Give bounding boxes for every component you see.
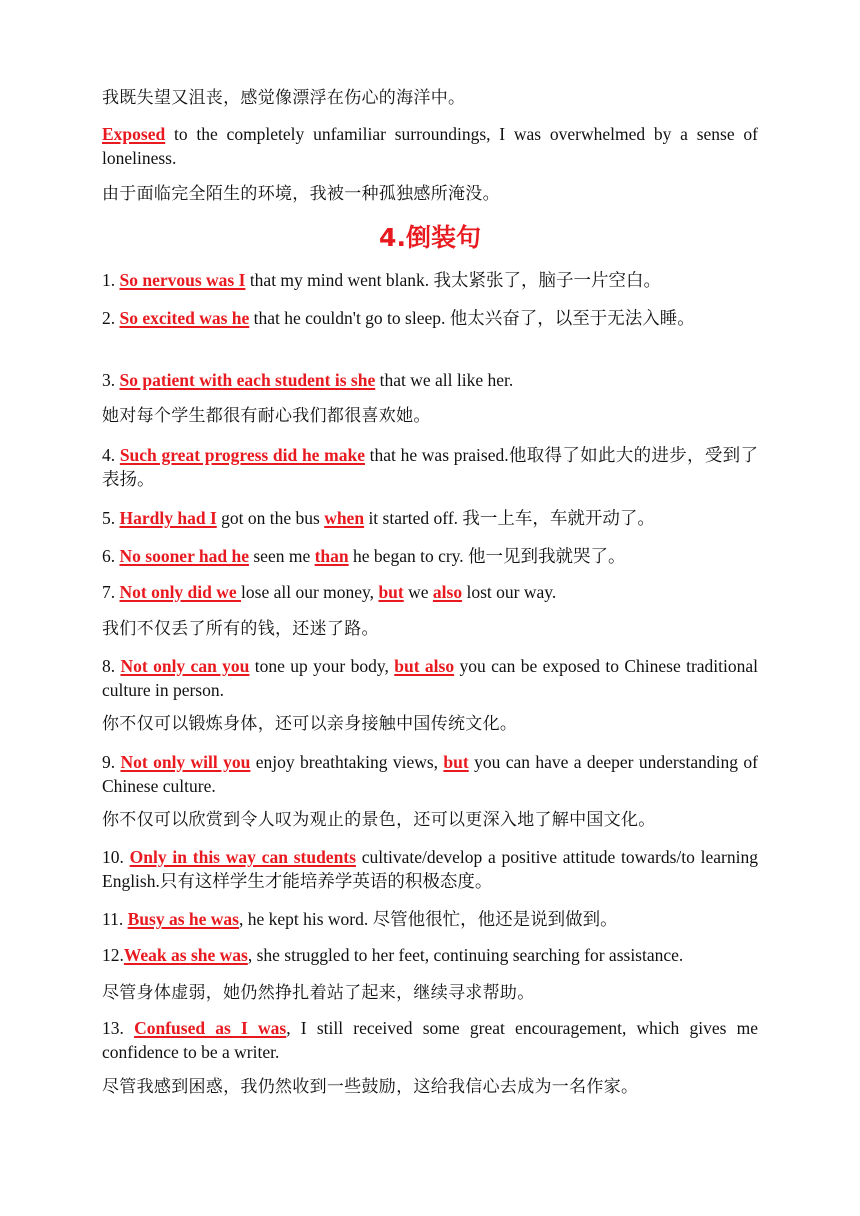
- example-13: [102, 1016, 758, 1064]
- sentence-text: you can be exposed to Chinese traditional culture in person.: [102, 656, 759, 700]
- example-4: [102, 443, 758, 491]
- sentence-text: cultivate/develop a positive attitude towards/to learning English.只有这样学生才能培养学英语的积极态度。: [102, 847, 758, 891]
- intro-chinese-translation: 由于面临完全陌生的环境，我被一种孤独感所淹没。: [102, 184, 500, 204]
- intro-chinese-line: 我既失望又沮丧，感觉像漂浮在伤心的海洋中。: [102, 88, 466, 108]
- sentence-text: seen me: [249, 546, 315, 566]
- sentence-text: got on the bus: [216, 508, 325, 528]
- item-number: 3.: [102, 370, 120, 390]
- sentence-text: enjoy breathtaking views,: [250, 752, 444, 772]
- keyword: Exposed: [102, 124, 166, 144]
- example-3: [102, 368, 758, 392]
- example-11: [102, 907, 758, 931]
- keyword: Busy as he was: [127, 909, 239, 929]
- example-2: [102, 306, 758, 330]
- example-12-translation: 尽管身体虚弱，她仍然挣扎着站了起来，继续寻求帮助。: [102, 983, 535, 1003]
- keyword: So patient with each student is she: [119, 370, 376, 390]
- item-number: 13.: [102, 1018, 135, 1038]
- sentence-text: lost our way.: [462, 582, 557, 602]
- example-8-translation: 你不仅可以锻炼身体，还可以亲身接触中国传统文化。: [102, 714, 518, 734]
- example-12: [102, 943, 758, 967]
- example-6: [102, 544, 758, 568]
- keyword: So nervous was I: [119, 270, 246, 290]
- sentence-text: we: [403, 582, 433, 602]
- sentence-text: that he was praised.他取得了如此大的进步，受到了表扬。: [102, 445, 759, 489]
- sentence-text: he began to cry. 他一见到我就哭了。: [348, 546, 626, 566]
- keyword: Hardly had I: [119, 508, 217, 528]
- sentence-text: it started off. 我一上车，车就开动了。: [364, 508, 655, 528]
- item-number: 7.: [102, 582, 120, 602]
- example-10: [102, 845, 758, 893]
- keyword: but also: [394, 656, 455, 676]
- item-number: 11.: [102, 909, 128, 929]
- sentence-text: , he kept his word. 尽管他很忙，他还是说到做到。: [238, 909, 618, 929]
- sentence-text: that we all like her.: [375, 370, 514, 390]
- item-number: 5.: [102, 508, 120, 528]
- sentence-text: to the completely unfamiliar surroundings, I was overwhelmed by a sense of loneliness.: [102, 124, 758, 168]
- example-1: [102, 268, 758, 292]
- item-number: 6.: [102, 546, 120, 566]
- intro-exposed-sentence: [102, 122, 758, 170]
- keyword: Such great progress did he make: [119, 445, 365, 465]
- sentence-text: , I still received some great encouragement, which gives me confidence to be a writer.: [102, 1018, 759, 1062]
- sentence-text: you can have a deeper understanding of Chinese culture.: [102, 752, 758, 796]
- keyword: but: [378, 582, 404, 602]
- item-number: 12.: [102, 945, 124, 965]
- item-number: 8.: [102, 656, 121, 676]
- keyword: Not only did we: [119, 582, 242, 602]
- keyword: Only in this way can students: [129, 847, 356, 867]
- keyword: but: [443, 752, 469, 772]
- item-number: 1.: [102, 270, 120, 290]
- keyword: Confused as I was: [134, 1018, 287, 1038]
- example-7-translation: 我们不仅丢了所有的钱，还迷了路。: [102, 619, 379, 639]
- example-9-translation: 你不仅可以欣赏到令人叹为观止的景色，还可以更深入地了解中国文化。: [102, 810, 656, 830]
- sentence-text: that he couldn't go to sleep. 他太兴奋了，以至于无法入睡。: [249, 308, 695, 328]
- example-5: [102, 506, 758, 530]
- section-title: 4.倒装句: [379, 223, 481, 252]
- sentence-text: , she struggled to her feet, continuing searching for assistance.: [247, 945, 684, 965]
- example-3-translation: 她对每个学生都很有耐心我们都很喜欢她。: [102, 406, 431, 426]
- sentence-text: lose all our money,: [241, 582, 379, 602]
- keyword: So excited was he: [119, 308, 250, 328]
- keyword: when: [324, 508, 365, 528]
- keyword: No sooner had he: [119, 546, 249, 566]
- example-9: [102, 750, 758, 798]
- item-number: 2.: [102, 308, 120, 328]
- keyword: than: [314, 546, 349, 566]
- item-number: 9.: [102, 752, 121, 772]
- example-7: [102, 580, 758, 604]
- sentence-text: that my mind went blank. 我太紧张了，脑子一片空白。: [245, 270, 662, 290]
- keyword: also: [432, 582, 463, 602]
- sentence-text: tone up your body,: [249, 656, 395, 676]
- item-number: 10.: [102, 847, 130, 867]
- keyword: Weak as she was: [123, 945, 248, 965]
- item-number: 4.: [102, 445, 120, 465]
- example-8: [102, 654, 758, 702]
- example-13-translation: 尽管我感到困惑，我仍然收到一些鼓励，这给我信心去成为一名作家。: [102, 1077, 639, 1097]
- keyword: Not only will you: [120, 752, 251, 772]
- keyword: Not only can you: [120, 656, 250, 676]
